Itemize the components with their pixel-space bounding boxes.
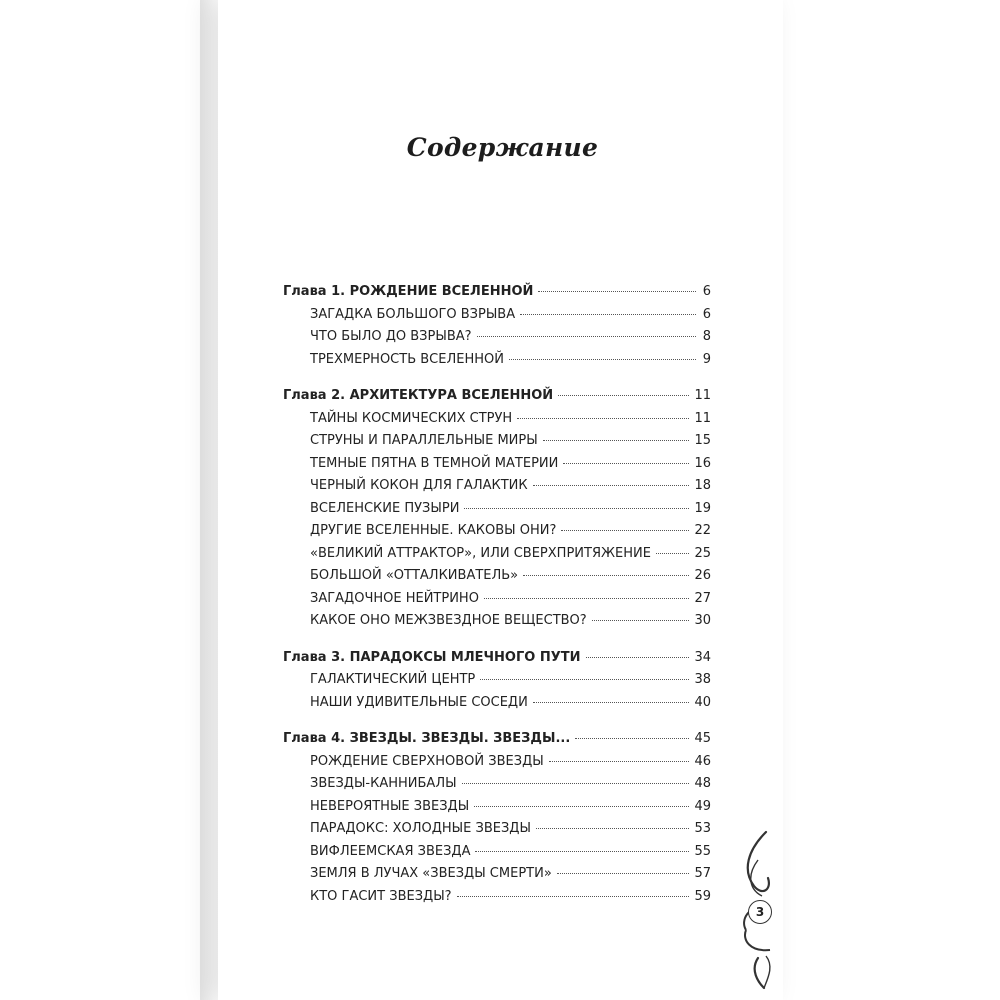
toc-section-title: БОЛЬШОЙ «ОТТАЛКИВАТЕЛЬ»	[310, 568, 519, 583]
toc-chapter-entry	[283, 731, 711, 754]
toc-page-number: 26	[694, 568, 711, 583]
toc-section-title: ЗВЕЗДЫ-КАННИБАЛЫ	[310, 776, 457, 791]
toc-section-title: КАКОЕ ОНО МЕЖЗВЕЗДНОЕ ВЕЩЕСТВО?	[310, 613, 587, 628]
toc-page-number: 9	[702, 351, 711, 367]
toc-section-entry	[283, 307, 711, 330]
toc-section-entry	[283, 329, 711, 352]
toc-page-number: 22	[694, 523, 711, 538]
toc-section-entry	[283, 821, 711, 844]
toc-page-number: 46	[694, 753, 711, 769]
toc-chapter-title: Глава 1. РОЖДЕНИЕ ВСЕЛЕННОЙ	[283, 284, 534, 299]
toc-chapter-entry	[283, 650, 711, 673]
toc-leader-dots	[536, 828, 690, 829]
toc-section-entry	[283, 478, 711, 501]
toc-section-title: ЧТО БЫЛО ДО ВЗРЫВА?	[310, 329, 472, 344]
toc-section-title: «ВЕЛИКИЙ АТТРАКТОР», ИЛИ СВЕРХПРИТЯЖЕНИЕ	[310, 545, 651, 561]
toc-page-number: 55	[694, 843, 711, 859]
toc-page-number: 40	[694, 694, 711, 710]
toc-leader-dots	[517, 418, 689, 419]
toc-leader-dots	[474, 806, 689, 807]
toc-section-title: НЕВЕРОЯТНЫЕ ЗВЕЗДЫ	[310, 798, 470, 814]
toc-page-number: 18	[694, 478, 711, 493]
toc-leader-dots	[480, 679, 689, 680]
toc-page-number: 59	[694, 888, 711, 904]
toc-page-number: 45	[694, 731, 711, 746]
toc-leader-dots	[484, 598, 690, 599]
toc-page-number: 49	[694, 798, 711, 814]
toc-leader-dots	[509, 359, 696, 360]
toc-leader-dots	[575, 738, 689, 739]
toc-chapter-title: Глава 4. ЗВЕЗДЫ. ЗВЕЗДЫ. ЗВЕЗДЫ...	[283, 731, 571, 746]
toc-section-entry	[283, 799, 711, 822]
toc-section-entry	[283, 433, 711, 456]
toc-leader-dots	[520, 314, 696, 315]
toc-leader-dots	[533, 485, 690, 486]
toc-section-title: ЗЕМЛЯ В ЛУЧАХ «ЗВЕЗДЫ СМЕРТИ»	[310, 866, 552, 881]
toc-section-title: РОЖДЕНИЕ СВЕРХНОВОЙ ЗВЕЗДЫ	[310, 753, 544, 769]
toc-leader-dots	[561, 530, 689, 531]
toc-page-number: 53	[694, 821, 711, 836]
toc-section-entry	[283, 501, 711, 524]
toc-page-number: 27	[694, 590, 711, 606]
toc-leader-dots	[523, 575, 689, 576]
toc-section-title: ВИФЛЕЕМСКАЯ ЗВЕЗДА	[310, 843, 471, 859]
toc-leader-dots	[477, 336, 696, 337]
toc-page-number: 25	[694, 545, 711, 561]
toc-section-entry	[283, 695, 711, 718]
toc-section-entry	[283, 546, 711, 569]
toc-section-entry	[283, 523, 711, 546]
toc-section-title: ПАРАДОКС: ХОЛОДНЫЕ ЗВЕЗДЫ	[310, 821, 531, 836]
toc-section-title: НАШИ УДИВИТЕЛЬНЫЕ СОСЕДИ	[310, 694, 528, 710]
toc-section-title: КТО ГАСИТ ЗВЕЗДЫ?	[310, 888, 452, 904]
toc-leader-dots	[656, 553, 690, 554]
toc-section-entry	[283, 844, 711, 867]
page-title: Содержание	[406, 133, 599, 162]
toc-page-number: 6	[702, 306, 711, 322]
toc-page-number: 38	[694, 672, 711, 687]
toc-section-entry	[283, 352, 711, 375]
toc-section-title: ЗАГАДОЧНОЕ НЕЙТРИНО	[310, 590, 479, 606]
toc-page-number: 19	[694, 500, 711, 516]
toc-section-entry	[283, 754, 711, 777]
toc-leader-dots	[543, 440, 690, 441]
toc-section-title: ЧЕРНЫЙ КОКОН ДЛЯ ГАЛАКТИК	[310, 478, 528, 493]
toc-page-number: 8	[702, 329, 711, 344]
toc-section-entry	[283, 591, 711, 614]
toc-page-number: 34	[694, 649, 711, 665]
toc-leader-dots	[457, 896, 690, 897]
toc-section-title: ГАЛАКТИЧЕСКИЙ ЦЕНТР	[310, 672, 476, 687]
toc-leader-dots	[563, 463, 689, 464]
page-number: 3	[748, 900, 772, 924]
toc-page-number: 6	[702, 284, 711, 299]
toc-section-entry	[283, 866, 711, 889]
toc-page-number: 30	[694, 613, 711, 628]
toc-leader-dots	[549, 761, 690, 762]
toc-section-title: ЗАГАДКА БОЛЬШОГО ВЗРЫВА	[310, 306, 516, 322]
toc-page-number: 11	[694, 410, 711, 426]
toc-section-entry	[283, 672, 711, 695]
toc-leader-dots	[538, 291, 696, 292]
toc-leader-dots	[533, 702, 690, 703]
toc-section-entry	[283, 456, 711, 479]
toc-page-number: 16	[694, 455, 711, 471]
toc-section-title: ВСЕЛЕНСКИЕ ПУЗЫРИ	[310, 500, 460, 516]
toc-page-number: 15	[694, 433, 711, 448]
toc-page-number: 11	[694, 388, 711, 403]
toc-section-title: СТРУНЫ И ПАРАЛЛЕЛЬНЫЕ МИРЫ	[310, 433, 538, 448]
toc-leader-dots	[475, 851, 689, 852]
toc-chapter-entry	[283, 284, 711, 307]
toc-leader-dots	[464, 508, 689, 509]
toc-page-number: 48	[694, 776, 711, 791]
toc-leader-dots	[586, 657, 690, 658]
toc-leader-dots	[558, 395, 689, 396]
toc-leader-dots	[557, 873, 690, 874]
toc-section-entry	[283, 776, 711, 799]
toc-page-number: 57	[694, 866, 711, 881]
toc-section-entry	[283, 889, 711, 912]
toc-section-title: ТАЙНЫ КОСМИЧЕСКИХ СТРУН	[310, 410, 513, 426]
toc-section-entry	[283, 568, 711, 591]
toc-section-title: ТРЕХМЕРНОСТЬ ВСЕЛЕННОЙ	[310, 351, 504, 367]
toc-section-title: ДРУГИЕ ВСЕЛЕННЫЕ. КАКОВЫ ОНИ?	[310, 523, 557, 538]
toc-section-entry	[283, 613, 711, 636]
toc-leader-dots	[462, 783, 690, 784]
toc-chapter-title: Глава 2. АРХИТЕКТУРА ВСЕЛЕННОЙ	[283, 388, 554, 403]
toc-section-title: ТЕМНЫЕ ПЯТНА В ТЕМНОЙ МАТЕРИИ	[310, 455, 559, 471]
table-of-contents	[283, 284, 711, 911]
toc-section-entry	[283, 411, 711, 434]
toc-chapter-entry	[283, 388, 711, 411]
toc-leader-dots	[592, 620, 690, 621]
toc-chapter-title: Глава 3. ПАРАДОКСЫ МЛЕЧНОГО ПУТИ	[283, 649, 581, 665]
